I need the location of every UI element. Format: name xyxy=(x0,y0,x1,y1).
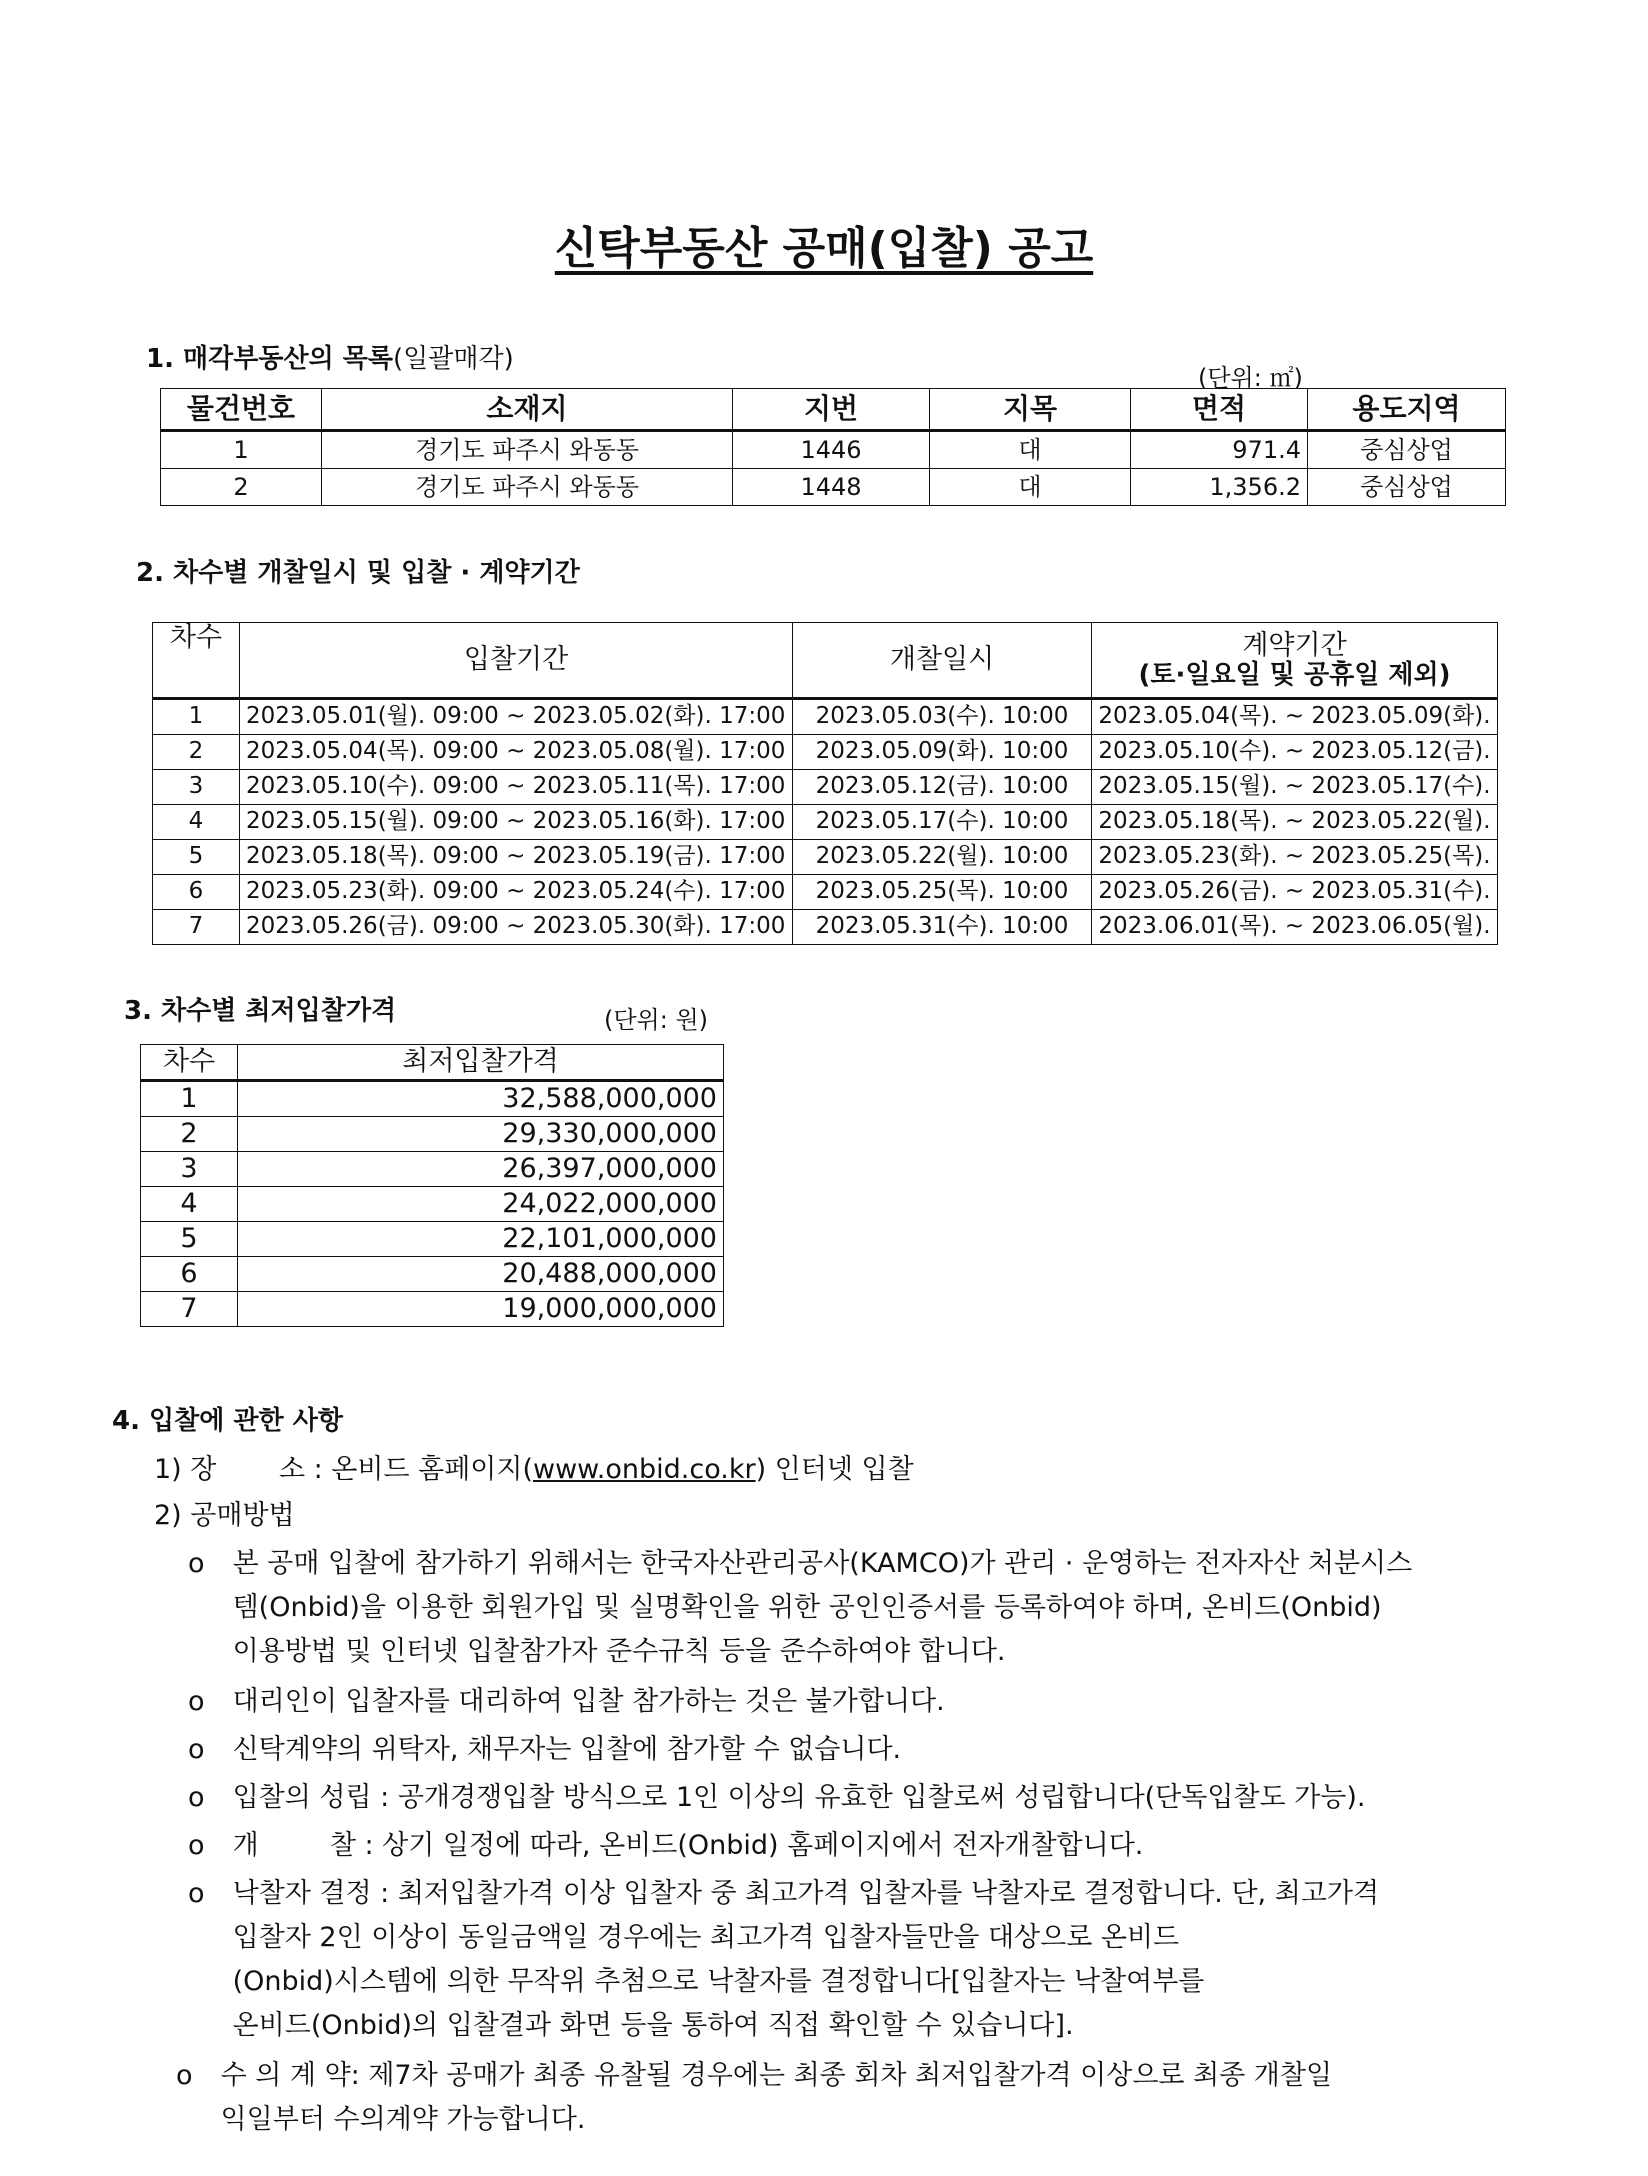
table-row xyxy=(141,1081,724,1117)
bullet-mark: ο xyxy=(188,1734,205,1765)
col-header: 면적 xyxy=(1131,389,1308,431)
table-row xyxy=(141,1257,724,1292)
cell-round: 7 xyxy=(141,1292,238,1327)
cell-opening: 2023.05.03(수). 10:00 xyxy=(793,699,1092,735)
cell-opening: 2023.05.22(월). 10:00 xyxy=(793,840,1092,875)
cell-no: 2 xyxy=(161,469,322,506)
table-row xyxy=(161,431,1506,469)
col-header-bid-period: 입찰기간 xyxy=(240,623,793,699)
cell-price: 19,000,000,000 xyxy=(238,1292,724,1327)
cell-location: 경기도 파주시 와동동 xyxy=(322,469,733,506)
cell-round: 2 xyxy=(141,1117,238,1152)
table-row xyxy=(153,875,1498,910)
cell-round: 5 xyxy=(153,840,240,875)
bullet-text: 낙찰자 결정 : 최저입찰가격 이상 입찰자 중 최고가격 입찰자를 낙찰자로 결정합니다. 단, 최고가격 입찰자 2인 이상이 동일금액일 경우에는 최고가격 입찰자들만을 대상으로 온비드 (Onbid)시스템에 의한 무작위 추첨으로 낙찰자를 결정합니다[입찰자는 낙찰여부를 온비드(Onbid)의 입찰결과 화면 등을 통하여 직접 확인할 수 있습니다]. xyxy=(232,1878,1380,2041)
section3-heading: 3. 차수별 최저입찰가격 xyxy=(124,996,397,1026)
section1-heading: 1. 매각부동산의 목록(일괄매각) xyxy=(146,344,514,374)
bullet-text: 입찰의 성립 : 공개경쟁입찰 방식으로 1인 이상의 유효한 입찰로써 성립합니다(단독입찰도 가능). xyxy=(232,1782,1366,1813)
table-row xyxy=(141,1187,724,1222)
cell-contract: 2023.06.01(목). ~ 2023.06.05(월). xyxy=(1092,910,1498,945)
bullet-mark: ο xyxy=(176,2060,193,2091)
bullet-text: 수 의 계 약: 제7차 공매가 최종 유찰될 경우에는 최종 회차 최저입찰가격 이상으로 최종 개찰일 익일부터 수의계약 가능합니다. xyxy=(220,2060,1333,2135)
list-item xyxy=(188,1728,1518,1772)
bullet-text: 개 찰 : 상기 일정에 따라, 온비드(Onbid) 홈페이지에서 전자개찰합니다. xyxy=(232,1830,1144,1861)
list-item xyxy=(188,1872,1518,2048)
section4-heading: 4. 입찰에 관한 사항 xyxy=(112,1406,343,1436)
cell-opening: 2023.05.17(수). 10:00 xyxy=(793,805,1092,840)
table-row xyxy=(153,805,1498,840)
bid-place-label: 1) 장 소 : 온비드 홈페이지( xyxy=(154,1454,533,1485)
col-header: 지목 xyxy=(930,389,1131,431)
bullet-mark: ο xyxy=(188,1878,205,1909)
col-header: 소재지 xyxy=(322,389,733,431)
section3-unit: (단위: 원) xyxy=(604,1006,708,1034)
bullet-text: 본 공매 입찰에 참가하기 위해서는 한국자산관리공사(KAMCO)가 관리 · 운영하는 전자자산 처분시스 템(Onbid)을 이용한 회원가입 및 실명확인을 위한 공인인증서를 등록하여야 하며, 온비드(Onbid) 이용방법 및 인터넷 입찰참가자 준수규칙 등을 준수하여야 합니다. xyxy=(232,1548,1413,1667)
list-item xyxy=(188,1542,1518,1674)
cell-opening: 2023.05.09(화). 10:00 xyxy=(793,735,1092,770)
cell-category: 대 xyxy=(930,469,1131,506)
cell-area: 1,356.2 xyxy=(1131,469,1308,506)
cell-zone: 중심상업 xyxy=(1308,431,1506,469)
bullet-text: 신탁계약의 위탁자, 채무자는 입찰에 참가할 수 없습니다. xyxy=(232,1734,902,1765)
cell-price: 32,588,000,000 xyxy=(238,1081,724,1117)
page-title: 신탁부동산 공매(입찰) 공고 xyxy=(554,223,1094,274)
cell-bid-period: 2023.05.23(화). 09:00 ~ 2023.05.24(수). 17:00 xyxy=(240,875,793,910)
list-item xyxy=(188,1680,1518,1724)
bullet-mark: ο xyxy=(188,1548,205,1579)
col-header: 물건번호 xyxy=(161,389,322,431)
cell-contract: 2023.05.23(화). ~ 2023.05.25(목). xyxy=(1092,840,1498,875)
cell-round: 4 xyxy=(153,805,240,840)
property-table xyxy=(160,388,1506,506)
table-row xyxy=(153,840,1498,875)
cell-lot: 1446 xyxy=(733,431,930,469)
cell-price: 24,022,000,000 xyxy=(238,1187,724,1222)
cell-round: 5 xyxy=(141,1222,238,1257)
cell-opening: 2023.05.31(수). 10:00 xyxy=(793,910,1092,945)
table-row xyxy=(153,910,1498,945)
cell-bid-period: 2023.05.10(수). 09:00 ~ 2023.05.11(목). 17:00 xyxy=(240,770,793,805)
cell-round: 6 xyxy=(141,1257,238,1292)
cell-contract: 2023.05.18(목). ~ 2023.05.22(월). xyxy=(1092,805,1498,840)
cell-opening: 2023.05.25(목). 10:00 xyxy=(793,875,1092,910)
section1-unit: (단위: ㎡) xyxy=(1198,364,1303,392)
cell-round: 1 xyxy=(153,699,240,735)
cell-round: 6 xyxy=(153,875,240,910)
cell-bid-period: 2023.05.04(목). 09:00 ~ 2023.05.08(월). 17:00 xyxy=(240,735,793,770)
cell-bid-period: 2023.05.18(목). 09:00 ~ 2023.05.19(금). 17:00 xyxy=(240,840,793,875)
cell-contract: 2023.05.10(수). ~ 2023.05.12(금). xyxy=(1092,735,1498,770)
col-header: 지번 xyxy=(733,389,930,431)
list-item xyxy=(176,2054,1516,2142)
schedule-table xyxy=(152,622,1498,945)
table-row xyxy=(153,699,1498,735)
cell-area: 971.4 xyxy=(1131,431,1308,469)
col-header: 용도지역 xyxy=(1308,389,1506,431)
bid-place-rest: ) 인터넷 입찰 xyxy=(755,1454,914,1485)
min-price-table xyxy=(140,1044,724,1327)
cell-lot: 1448 xyxy=(733,469,930,506)
cell-contract: 2023.05.04(목). ~ 2023.05.09(화). xyxy=(1092,699,1498,735)
col-header-price: 최저입찰가격 xyxy=(238,1045,724,1081)
cell-round: 7 xyxy=(153,910,240,945)
bid-method-label: 2) 공매방법 xyxy=(154,1500,295,1531)
cell-location: 경기도 파주시 와동동 xyxy=(322,431,733,469)
cell-round: 2 xyxy=(153,735,240,770)
col-header-round: 차수 xyxy=(153,623,240,699)
cell-price: 26,397,000,000 xyxy=(238,1152,724,1187)
cell-price: 22,101,000,000 xyxy=(238,1222,724,1257)
bullet-text: 대리인이 입찰자를 대리하여 입찰 참가하는 것은 불가합니다. xyxy=(232,1686,945,1717)
bid-place-line xyxy=(154,1448,914,1492)
cell-opening: 2023.05.12(금). 10:00 xyxy=(793,770,1092,805)
bullet-mark: ο xyxy=(188,1686,205,1717)
cell-contract: 2023.05.26(금). ~ 2023.05.31(수). xyxy=(1092,875,1498,910)
cell-price: 29,330,000,000 xyxy=(238,1117,724,1152)
table-row xyxy=(161,469,1506,506)
col-header-contract xyxy=(1092,623,1498,699)
contract-label: 계약기간 xyxy=(1242,629,1347,661)
cell-contract: 2023.05.15(월). ~ 2023.05.17(수). xyxy=(1092,770,1498,805)
cell-round: 3 xyxy=(153,770,240,805)
cell-bid-period: 2023.05.15(월). 09:00 ~ 2023.05.16(화). 17:00 xyxy=(240,805,793,840)
cell-round: 3 xyxy=(141,1152,238,1187)
table-row xyxy=(153,770,1498,805)
table-row xyxy=(153,735,1498,770)
contract-note: (토·일요일 및 공휴일 제외) xyxy=(1138,659,1451,690)
col-header-round: 차수 xyxy=(141,1045,238,1081)
cell-category: 대 xyxy=(930,431,1131,469)
cell-bid-period: 2023.05.26(금). 09:00 ~ 2023.05.30(화). 17:00 xyxy=(240,910,793,945)
table-header-row xyxy=(153,623,1498,699)
table-row xyxy=(141,1222,724,1257)
table-row xyxy=(141,1152,724,1187)
cell-zone: 중심상업 xyxy=(1308,469,1506,506)
cell-no: 1 xyxy=(161,431,322,469)
cell-price: 20,488,000,000 xyxy=(238,1257,724,1292)
cell-bid-period: 2023.05.01(월). 09:00 ~ 2023.05.02(화). 17:00 xyxy=(240,699,793,735)
list-item xyxy=(188,1776,1518,1820)
cell-round: 1 xyxy=(141,1081,238,1117)
bullet-mark: ο xyxy=(188,1782,205,1813)
cell-round: 4 xyxy=(141,1187,238,1222)
section2-heading: 2. 차수별 개찰일시 및 입찰 · 계약기간 xyxy=(136,558,580,588)
table-row xyxy=(141,1117,724,1152)
table-row xyxy=(141,1292,724,1327)
onbid-link[interactable]: www.onbid.co.kr xyxy=(533,1454,756,1485)
bullet-mark: ο xyxy=(188,1830,205,1861)
col-header-opening: 개찰일시 xyxy=(793,623,1092,699)
table-header-row xyxy=(141,1045,724,1081)
table-header-row xyxy=(161,389,1506,431)
list-item xyxy=(188,1824,1518,1868)
